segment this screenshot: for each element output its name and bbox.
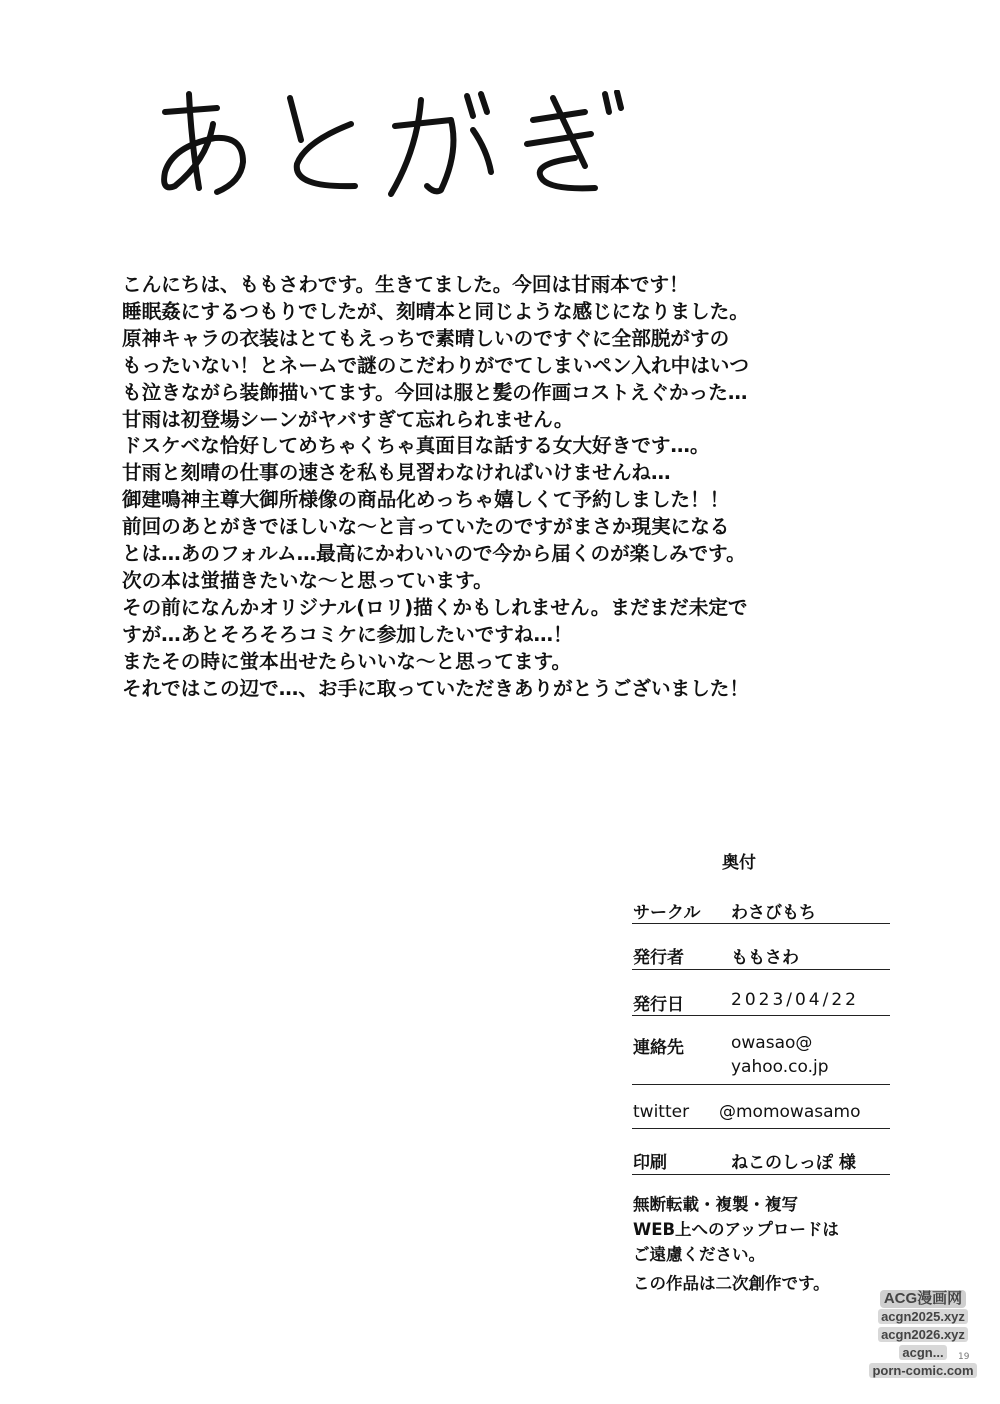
contact-label: 連絡先 <box>633 1038 684 1058</box>
divider <box>632 1015 890 1016</box>
divider <box>632 923 890 924</box>
page-number: 19 <box>958 1352 970 1362</box>
watermark-line: acgn2026.xyz <box>878 1327 968 1342</box>
body-line: それではこの辺で…、お手に取っていただきありがとうございました！ <box>122 676 749 700</box>
divider <box>632 1084 890 1085</box>
body-line: 御建鳴神主尊大御所様像の商品化めっちゃ嬉しくて予約しました！！ <box>122 488 730 512</box>
body-line: 次の本は蛍描きたいな～と思っています。 <box>122 568 493 592</box>
publisher-label: 発行者 <box>633 948 684 968</box>
contact-value-line1: owasao@ <box>731 1033 813 1053</box>
date-value: 2023/04/22 <box>731 990 859 1010</box>
afterword-body <box>122 272 882 703</box>
body-line: 原神キャラの衣装はとてもえっちで素晴しいのですぐに全部脱がすの <box>122 326 730 350</box>
body-line: 睡眠姦にするつもりでしたが、刻晴本と同じような感じになりました。 <box>122 299 749 323</box>
watermark-line: porn-comic.com <box>869 1363 976 1378</box>
body-line: 甘雨と刻晴の仕事の速さを私も見習わなければいけませんね… <box>122 461 671 485</box>
twitter-value: @momowasamo <box>719 1102 861 1122</box>
body-line: またその時に蛍本出せたらいいな～と思ってます。 <box>122 649 572 673</box>
body-line: とは…あのフォルム…最高にかわいいので今から届くのが楽しみです。 <box>122 542 746 566</box>
body-line: 甘雨は初登場シーンがヤバすぎて忘れられません。 <box>122 407 574 431</box>
notice-line: WEB上へのアップロードは <box>633 1220 839 1239</box>
circle-value: わさびもち <box>731 903 816 923</box>
circle-label: サークル <box>633 903 701 923</box>
printer-value: ねこのしっぽ 様 <box>731 1153 856 1173</box>
handwritten-title-art <box>155 90 625 200</box>
colophon-heading: 奥付 <box>722 853 756 873</box>
body-line: すが…あとそろそろコミケに参加したいですね…！ <box>122 622 573 646</box>
body-line: ドスケベな恰好してめちゃくちゃ真面目な話する女大好きです…。 <box>122 434 710 458</box>
contact-value-line2: yahoo.co.jp <box>731 1057 829 1077</box>
divider <box>632 1174 890 1175</box>
body-line: こんにちは、ももさわです。生きてました。今回は甘雨本です！ <box>122 273 689 296</box>
body-line: 前回のあとがきでほしいな～と言っていたのですがまさか現実になる <box>122 515 730 539</box>
body-line: もったいない！とネームで謎のこだわりがでてしまいペン入れ中はいつ <box>122 353 749 377</box>
date-label: 発行日 <box>633 995 684 1015</box>
watermark-line: acgn2025.xyz <box>878 1309 968 1324</box>
notice-line: 無断転載・複製・複写 <box>633 1195 798 1214</box>
twitter-label: twitter <box>633 1102 690 1122</box>
notice-line: この作品は二次創作です。 <box>633 1274 830 1293</box>
divider <box>632 1128 890 1129</box>
publisher-value: ももさわ <box>731 948 799 968</box>
watermark-line: acgn... <box>899 1345 946 1360</box>
site-watermark <box>858 1290 988 1380</box>
watermark-logo: ACG漫画网 <box>880 1290 966 1308</box>
copyright-notice <box>633 1192 839 1296</box>
body-line: も泣きながら装飾描いてます。今回は服と髪の作画コストえぐかった… <box>122 380 748 404</box>
notice-line: ご遠慮ください。 <box>633 1245 765 1264</box>
printer-label: 印刷 <box>633 1153 667 1173</box>
body-line: その前になんかオリジナル(ロリ)描くかもしれません。まだまだ未定で <box>122 595 748 619</box>
divider <box>632 969 890 970</box>
